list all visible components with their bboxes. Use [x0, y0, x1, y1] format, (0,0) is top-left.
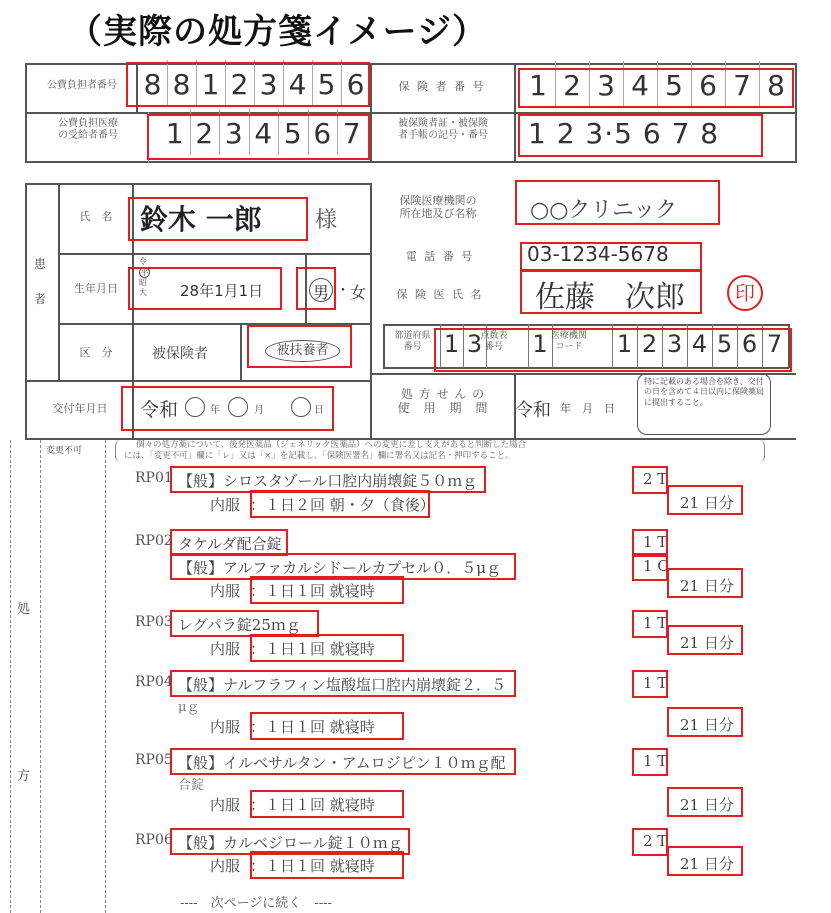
score-table-label: 点数表 番号: [480, 331, 508, 352]
drug-quantity: 1 T: [643, 533, 668, 551]
public-payer-digit: 3: [259, 68, 278, 101]
doctor-name: 佐藤 次郎: [535, 280, 685, 315]
prefecture-label: 都道府県 番号: [394, 331, 431, 352]
clinic-location-label: 保険医療機関の 所在地及び名称: [399, 194, 477, 221]
rp-code: RP03: [135, 614, 173, 630]
drug-quantity: 1 T: [643, 752, 668, 770]
days-supply: 21 日分: [680, 796, 734, 814]
issue-date-label: 交付年月日: [52, 402, 108, 415]
phone-label: 電 話 番 号: [405, 250, 475, 263]
usage-prefix: 内服: [210, 640, 241, 658]
days-supply: 21 日分: [680, 494, 734, 512]
patient-section-label-2: 者: [34, 292, 47, 306]
insurer-digit: 1: [529, 69, 547, 102]
highlight-public-recipient: [147, 114, 370, 160]
patient-name-label: 氏 名: [79, 210, 113, 223]
generic-substitution-instructions: 個々の処方薬について、後発医薬品（ジェネリック医薬品）への変更に差し支えがあると判断した場合 には、「変更不可」欄に「レ」又は「×」を記載し、「保険医署名」欄に署名又は記名・押印すること。: [115, 440, 765, 462]
patient-name-suffix: 様: [315, 208, 338, 233]
days-supply: 21 日分: [680, 577, 734, 595]
validity-era: 令和: [515, 400, 551, 421]
public-payer-digit: 4: [288, 68, 307, 101]
prescription-section-label-2: 方: [17, 769, 31, 784]
highlight-days: [667, 568, 743, 598]
validity-label: 処 方 せ ん の 使 用 期 間: [397, 387, 489, 416]
highlight-quantity: [632, 828, 668, 856]
highlight-days: [667, 787, 743, 817]
usage-instructions: ：１日１回 就寝時: [250, 582, 375, 600]
highlight-category: [247, 325, 352, 368]
drug-name: 【般】カルベジロール錠１０ｍｇ: [178, 834, 403, 852]
highlight-quantity: [632, 748, 668, 776]
highlight-usage: [250, 712, 404, 740]
public-recipient-digit: 4: [254, 117, 273, 150]
page-title: （実際の処方箋イメージ）: [68, 12, 487, 52]
category-insured: 被保険者: [152, 346, 208, 362]
usage-instructions: ：１日２回 朝・夕（食後）: [250, 496, 435, 514]
validity-notice: 特に記載のある場合を除き、交付の日を含めて４日以内に保険薬局に提出すること。: [637, 373, 771, 435]
drug-name: 【般】シロスタゾール口腔内崩壊錠５０ｍｇ: [178, 472, 478, 490]
drug-name-continued: μｇ: [178, 700, 200, 715]
institution-code-label: 医療機関 コード: [550, 331, 587, 352]
rp-code: RP04: [135, 674, 173, 690]
usage-prefix: 内服: [210, 496, 241, 514]
highlight-days: [667, 625, 743, 655]
drug-quantity: 2 T: [643, 470, 668, 488]
public-payer-digit: 6: [346, 68, 365, 101]
drug-name: 【般】アルファカルシドールカプセル０．５μｇ: [178, 559, 502, 577]
patient-section-label-1: 患: [34, 257, 47, 271]
gender-male: 男: [313, 283, 330, 302]
highlight-drug-name: [170, 670, 516, 697]
prefecture-digit: 1: [443, 330, 460, 358]
public-recipient-digit: 6: [313, 117, 332, 150]
highlight-clinic-name: [515, 180, 720, 225]
highlight-patient-name: [128, 197, 308, 241]
seal-icon: 印: [727, 275, 763, 311]
institution-code-digit: 6: [741, 330, 758, 358]
era-selected-circle: 平: [140, 268, 149, 277]
public-recipient-digit: 1: [165, 117, 184, 150]
insurer-digit: 4: [631, 69, 649, 102]
insurer-digit: 6: [699, 69, 717, 102]
category-label: 区 分: [79, 346, 113, 359]
insurer-digit: 2: [563, 69, 581, 102]
highlight-days: [667, 485, 743, 515]
usage-prefix: 内服: [210, 857, 241, 875]
insurer-digit: 7: [733, 69, 751, 102]
usage-prefix: 内服: [210, 796, 241, 814]
drug-name: タケルダ配合錠: [178, 535, 282, 553]
institution-code-digit: 1: [616, 330, 633, 358]
public-payer-digit: 8: [172, 68, 191, 101]
public-payer-digit: 2: [230, 68, 249, 101]
continued-next-page: ---- 次ページに続く ----: [180, 896, 332, 911]
highlight-quantity: [632, 610, 668, 638]
highlight-drug-name: [170, 466, 486, 493]
highlight-drug-name: [170, 610, 319, 637]
highlight-usage: [250, 851, 404, 879]
highlight-doctor-name: [520, 270, 702, 314]
highlight-quantity: [632, 553, 668, 581]
highlight-drug-name: [170, 748, 516, 775]
rp-code: RP02: [135, 533, 173, 549]
insured-card-label: 被保険者証・被保険 者手帳の記号・番号: [398, 118, 488, 141]
days-supply: 21 日分: [680, 855, 734, 873]
prefecture-digit: 3: [466, 330, 483, 358]
highlight-public-payer: [126, 62, 370, 107]
no-change-column-header: 変更不可: [46, 446, 83, 456]
usage-prefix: 内服: [210, 718, 241, 736]
insurer-digit: 5: [665, 69, 683, 102]
highlight-phone: [520, 242, 702, 271]
usage-prefix: 内服: [210, 582, 241, 600]
drug-quantity: 1 C: [643, 557, 669, 575]
public-payer-label: 公費負担者番号: [47, 80, 117, 91]
usage-instructions: ：１日１回 就寝時: [250, 718, 375, 736]
score-table-digit: 1: [532, 330, 548, 358]
rp-code: RP05: [135, 752, 173, 768]
insurer-digit: 8: [767, 69, 785, 102]
highlight-institution-code: [434, 328, 792, 372]
drug-name: レグパラ錠25ｍｇ: [178, 616, 301, 634]
usage-instructions: ：１日１回 就寝時: [250, 796, 375, 814]
public-recipient-digit: 3: [224, 117, 243, 150]
public-recipient-digit: 7: [342, 117, 361, 150]
highlight-drug-name: [170, 529, 288, 556]
highlight-usage: [250, 490, 430, 518]
doctor-label: 保 険 医 氏 名: [396, 288, 484, 301]
days-supply: 21 日分: [680, 716, 734, 734]
dob-label: 生年月日: [74, 282, 118, 295]
highlight-issue-date: [121, 386, 334, 431]
public-recipient-digit: 5: [283, 117, 302, 150]
clinic-name: ○○クリニック: [530, 198, 678, 223]
issue-date-era: 令和: [140, 399, 179, 421]
institution-code-digit: 3: [666, 330, 683, 358]
public-recipient-label: 公費負担医療 の受給者番号: [58, 118, 118, 141]
highlight-gender: [296, 267, 336, 310]
highlight-usage: [250, 634, 404, 662]
gender-female: 女: [350, 283, 367, 302]
insured-card-number: 1 2 3·5 6 7 8: [528, 117, 720, 150]
insurer-number-label: 保 険 者 番 号: [398, 80, 486, 93]
rp-code: RP06: [135, 832, 173, 848]
highlight-usage: [250, 576, 404, 604]
highlight-dob: [128, 267, 282, 310]
highlight-insured-card: [518, 114, 763, 157]
highlight-quantity: [632, 466, 668, 494]
gender-separator: ・: [336, 283, 350, 299]
drug-quantity: 2 T: [643, 832, 668, 850]
drug-name: 【般】イルベサルタン・アムロジピン１０ｍｇ配: [178, 754, 506, 772]
validity-units: 年 月 日: [560, 402, 615, 415]
prescription-section-label-1: 処: [17, 602, 31, 617]
institution-code-digit: 2: [641, 330, 658, 358]
phone-number: 03-1234-5678: [527, 242, 669, 266]
highlight-days: [667, 846, 743, 876]
institution-code-digit: 7: [766, 330, 783, 358]
category-dependent-selected: 被扶養者: [265, 340, 340, 362]
drug-quantity: 1 T: [643, 614, 668, 632]
highlight-quantity: [632, 670, 668, 698]
institution-code-digit: 5: [716, 330, 733, 358]
era-options: 令 平 昭 大: [139, 257, 149, 297]
dob-value: 28年1月1日: [180, 282, 264, 300]
patient-name: 鈴木 一郎: [140, 203, 262, 236]
highlight-days: [667, 707, 743, 737]
drug-name: 【般】ナルフラフィン塩酸塩口腔内崩壊錠２．５: [178, 676, 507, 694]
usage-instructions: ：１日１回 就寝時: [250, 857, 375, 875]
public-payer-digit: 5: [317, 68, 336, 101]
insurer-digit: 3: [597, 69, 615, 102]
public-recipient-digit: 2: [195, 117, 214, 150]
rp-code: RP01: [135, 470, 173, 486]
institution-code-digit: 4: [691, 330, 708, 358]
days-supply: 21 日分: [680, 634, 734, 652]
public-payer-digit: 1: [201, 68, 220, 101]
highlight-usage: [250, 790, 404, 818]
highlight-insurer-number: [518, 68, 794, 108]
drug-name-continued: 合錠: [178, 778, 205, 793]
drug-quantity: 1 T: [643, 674, 668, 692]
public-payer-digit: 8: [143, 68, 162, 101]
usage-instructions: ：１日１回 就寝時: [250, 640, 375, 658]
